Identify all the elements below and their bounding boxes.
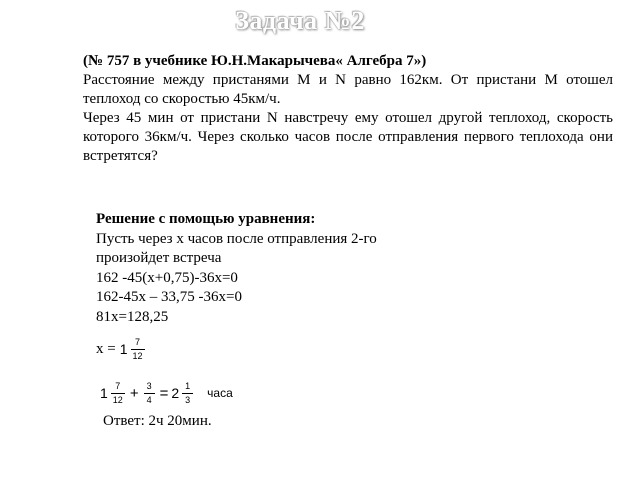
- solution-block: [96, 210, 496, 327]
- fraction-denominator: 4: [146, 394, 152, 405]
- term1-fraction: [111, 382, 125, 405]
- result-whole: 2: [171, 385, 180, 401]
- problem-statement: [83, 52, 613, 166]
- hours-unit: часа: [207, 386, 233, 400]
- problem-paragraph-2: Через 45 мин от пристани N навстречу ему отошел другой теплоход, скорость которого 36км/ч. Через сколько часов после отправления первого теплохода они встретятся?: [83, 110, 613, 164]
- x-value-row: [96, 334, 147, 364]
- fraction-numerator: 7: [135, 336, 141, 347]
- result-fraction: [182, 382, 193, 405]
- term2-fraction: [144, 382, 155, 405]
- fraction-bar: [131, 349, 145, 350]
- time-sum-row: [100, 376, 233, 410]
- fraction-bar: [144, 393, 155, 394]
- solution-line: Пусть через x часов после отправления 2-го: [96, 230, 377, 247]
- solution-heading: Решение с помощью уравнения:: [96, 211, 316, 227]
- fraction-denominator: 3: [185, 394, 191, 405]
- plus-sign: +: [129, 384, 139, 402]
- equals-sign: =: [159, 384, 169, 402]
- fraction-bar: [182, 393, 193, 394]
- solution-line: произойдет встреча: [96, 250, 222, 266]
- fraction-bar: [111, 393, 125, 394]
- problem-paragraph-1: Расстояние между пристанями M и N равно 162км. От пристани M отошел теплоход со скоростью 45км/ч.: [83, 72, 613, 107]
- fraction-denominator: 12: [112, 394, 123, 405]
- x-fraction: [131, 338, 145, 361]
- problem-source: (№ 757 в учебнике Ю.Н.Макарычева« Алгебра 7»): [83, 53, 427, 69]
- answer-line: Ответ: 2ч 20мин.: [103, 413, 212, 429]
- equation-line: 162-45x – 33,75 -36x=0: [96, 289, 242, 305]
- equation-line: 162 -45(x+0,75)-36x=0: [96, 269, 238, 286]
- x-label: x =: [96, 340, 116, 357]
- x-whole: 1: [119, 341, 128, 357]
- slide-title: Задача №2: [235, 6, 365, 35]
- equation-line: 81x=128,25: [96, 308, 169, 325]
- fraction-numerator: 1: [185, 380, 191, 391]
- fraction-numerator: 3: [146, 380, 152, 391]
- fraction-denominator: 12: [132, 350, 143, 361]
- term1-whole: 1: [100, 385, 108, 401]
- fraction-numerator: 7: [115, 380, 121, 391]
